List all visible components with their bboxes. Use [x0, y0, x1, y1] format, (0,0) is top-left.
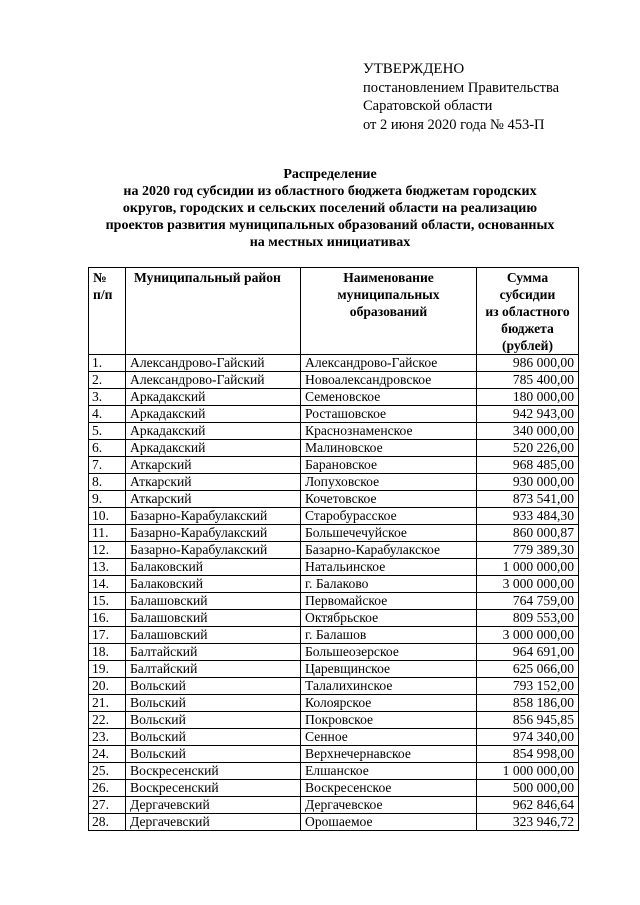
header-municipality [301, 268, 477, 355]
municipality-cell: Большечечуйское [301, 525, 477, 542]
header-district [126, 268, 301, 355]
municipality-cell: г. Балаково [301, 576, 477, 593]
district-cell: Балаковский [126, 576, 301, 593]
row-number: 10. [89, 508, 126, 525]
row-number: 17. [89, 627, 126, 644]
municipality-cell: Лопуховское [301, 474, 477, 491]
amount-cell: 500 000,00 [477, 780, 579, 797]
table-row [89, 525, 579, 542]
table-row [89, 678, 579, 695]
approval-line-1: постановлением Правительства [363, 79, 560, 96]
table-row [89, 780, 579, 797]
row-number: 19. [89, 661, 126, 678]
amount-cell: 933 484,30 [477, 508, 579, 525]
header-number-line-2: п/п [93, 287, 113, 302]
row-number: 23. [89, 729, 126, 746]
district-cell: Александрово-Гайский [126, 372, 301, 389]
row-number: 6. [89, 440, 126, 457]
municipality-cell: Елшанское [301, 763, 477, 780]
district-cell: Воскресенский [126, 763, 301, 780]
municipality-cell: Дергачевское [301, 797, 477, 814]
table-row [89, 406, 579, 423]
table-row [89, 576, 579, 593]
row-number: 11. [89, 525, 126, 542]
table-row [89, 542, 579, 559]
header-amount-line-1: Сумма [506, 270, 549, 285]
amount-cell: 793 152,00 [477, 678, 579, 695]
heading-line-4: проектов развития муниципальных образований области, основанных [105, 218, 555, 233]
row-number: 7. [89, 457, 126, 474]
municipality-cell: Малиновское [301, 440, 477, 457]
district-cell: Балашовский [126, 610, 301, 627]
amount-cell: 986 000,00 [477, 355, 579, 372]
amount-cell: 785 400,00 [477, 372, 579, 389]
district-cell: Александрово-Гайский [126, 355, 301, 372]
municipality-cell: Колоярское [301, 695, 477, 712]
district-cell: Балаковский [126, 559, 301, 576]
district-cell: Аткарский [126, 474, 301, 491]
table-row [89, 389, 579, 406]
row-number: 13. [89, 559, 126, 576]
table-row [89, 559, 579, 576]
header-municipality-line-1: Наименование [343, 270, 434, 285]
heading-line-2: на 2020 год субсидии из областного бюджета бюджетам городских [123, 184, 537, 199]
district-cell: Базарно-Карабулакский [126, 508, 301, 525]
amount-cell: 1 000 000,00 [477, 559, 579, 576]
amount-cell: 968 485,00 [477, 457, 579, 474]
header-amount-line-3: из областного [485, 304, 570, 319]
district-cell: Вольский [126, 729, 301, 746]
table-row [89, 474, 579, 491]
subsidy-table [88, 267, 579, 831]
amount-cell: 3 000 000,00 [477, 576, 579, 593]
approval-title: УТВЕРЖДЕНО [363, 61, 465, 77]
district-cell: Балтайский [126, 661, 301, 678]
approval-block [363, 60, 559, 134]
table-row [89, 610, 579, 627]
table-row [89, 627, 579, 644]
district-cell: Дергачевский [126, 814, 301, 831]
heading-line-5: на местных инициативах [249, 235, 411, 250]
row-number: 27. [89, 797, 126, 814]
municipality-cell: Орошаемое [301, 814, 477, 831]
amount-cell: 962 846,64 [477, 797, 579, 814]
table-row [89, 440, 579, 457]
heading-line-1: Распределение [283, 167, 377, 182]
district-cell: Вольский [126, 695, 301, 712]
row-number: 21. [89, 695, 126, 712]
header-number-line-1: № [93, 270, 107, 285]
municipality-cell: Сенное [301, 729, 477, 746]
municipality-cell: Октябрьское [301, 610, 477, 627]
table-row [89, 593, 579, 610]
row-number: 15. [89, 593, 126, 610]
district-cell: Базарно-Карабулакский [126, 542, 301, 559]
district-cell: Вольский [126, 746, 301, 763]
district-cell: Балтайский [126, 644, 301, 661]
row-number: 1. [89, 355, 126, 372]
header-number [89, 268, 126, 355]
table-row [89, 729, 579, 746]
district-cell: Вольский [126, 712, 301, 729]
row-number: 20. [89, 678, 126, 695]
table-header-row [89, 268, 579, 355]
district-cell: Аркадакский [126, 406, 301, 423]
amount-cell: 942 943,00 [477, 406, 579, 423]
table-row [89, 797, 579, 814]
municipality-cell: Верхнечернавское [301, 746, 477, 763]
table-body [89, 355, 579, 831]
amount-cell: 625 066,00 [477, 661, 579, 678]
amount-cell: 860 000,87 [477, 525, 579, 542]
row-number: 26. [89, 780, 126, 797]
district-cell: Аткарский [126, 491, 301, 508]
municipality-cell: Краснознаменское [301, 423, 477, 440]
header-district-label: Муниципальный район [134, 270, 281, 285]
row-number: 2. [89, 372, 126, 389]
header-municipality-line-3: образований [349, 304, 428, 319]
table-row [89, 814, 579, 831]
district-cell: Балашовский [126, 627, 301, 644]
table-row [89, 695, 579, 712]
municipality-cell: Новоалександровское [301, 372, 477, 389]
municipality-cell: Старобурасское [301, 508, 477, 525]
municipality-cell: Натальинское [301, 559, 477, 576]
row-number: 25. [89, 763, 126, 780]
header-municipality-line-2: муниципальных [337, 287, 440, 302]
amount-cell: 858 186,00 [477, 695, 579, 712]
header-amount-line-4: бюджета [501, 321, 554, 336]
approval-line-3: от 2 июня 2020 года № 453-П [363, 116, 545, 133]
amount-cell: 854 998,00 [477, 746, 579, 763]
row-number: 12. [89, 542, 126, 559]
row-number: 8. [89, 474, 126, 491]
table-row [89, 491, 579, 508]
municipality-cell: Покровское [301, 712, 477, 729]
row-number: 22. [89, 712, 126, 729]
municipality-cell: Базарно-Карабулакское [301, 542, 477, 559]
amount-cell: 340 000,00 [477, 423, 579, 440]
table-row [89, 763, 579, 780]
amount-cell: 180 000,00 [477, 389, 579, 406]
table-row [89, 423, 579, 440]
heading-line-3: округов, городских и сельских поселений области на реализацию [122, 201, 538, 216]
row-number: 14. [89, 576, 126, 593]
amount-cell: 1 000 000,00 [477, 763, 579, 780]
municipality-cell: г. Балашов [301, 627, 477, 644]
district-cell: Балашовский [126, 593, 301, 610]
district-cell: Базарно-Карабулакский [126, 525, 301, 542]
table-row [89, 355, 579, 372]
district-cell: Аркадакский [126, 389, 301, 406]
amount-cell: 930 000,00 [477, 474, 579, 491]
table-row [89, 746, 579, 763]
municipality-cell: Александрово-Гайское [301, 355, 477, 372]
district-cell: Аркадакский [126, 423, 301, 440]
amount-cell: 873 541,00 [477, 491, 579, 508]
document-heading [60, 166, 600, 251]
municipality-cell: Воскресенское [301, 780, 477, 797]
amount-cell: 3 000 000,00 [477, 627, 579, 644]
row-number: 24. [89, 746, 126, 763]
district-cell: Дергачевский [126, 797, 301, 814]
district-cell: Вольский [126, 678, 301, 695]
table-row [89, 712, 579, 729]
amount-cell: 520 226,00 [477, 440, 579, 457]
amount-cell: 764 759,00 [477, 593, 579, 610]
table-row [89, 508, 579, 525]
municipality-cell: Кочетовское [301, 491, 477, 508]
municipality-cell: Царевщинское [301, 661, 477, 678]
municipality-cell: Большеозерское [301, 644, 477, 661]
row-number: 3. [89, 389, 126, 406]
amount-cell: 964 691,00 [477, 644, 579, 661]
amount-cell: 779 389,30 [477, 542, 579, 559]
district-cell: Воскресенский [126, 780, 301, 797]
municipality-cell: Росташовское [301, 406, 477, 423]
municipality-cell: Первомайское [301, 593, 477, 610]
table-row [89, 661, 579, 678]
row-number: 5. [89, 423, 126, 440]
municipality-cell: Семеновское [301, 389, 477, 406]
row-number: 16. [89, 610, 126, 627]
row-number: 4. [89, 406, 126, 423]
municipality-cell: Барановское [301, 457, 477, 474]
amount-cell: 809 553,00 [477, 610, 579, 627]
approval-line-2: Саратовской области [363, 98, 493, 114]
row-number: 18. [89, 644, 126, 661]
district-cell: Аркадакский [126, 440, 301, 457]
amount-cell: 856 945,85 [477, 712, 579, 729]
header-amount-line-5: (рублей) [501, 338, 553, 353]
row-number: 28. [89, 814, 126, 831]
district-cell: Аткарский [126, 457, 301, 474]
amount-cell: 974 340,00 [477, 729, 579, 746]
header-amount [477, 268, 579, 355]
header-amount-line-2: субсидии [499, 287, 556, 302]
table-row [89, 644, 579, 661]
row-number: 9. [89, 491, 126, 508]
table-row [89, 457, 579, 474]
amount-cell: 323 946,72 [477, 814, 579, 831]
table-row [89, 372, 579, 389]
municipality-cell: Талалихинское [301, 678, 477, 695]
